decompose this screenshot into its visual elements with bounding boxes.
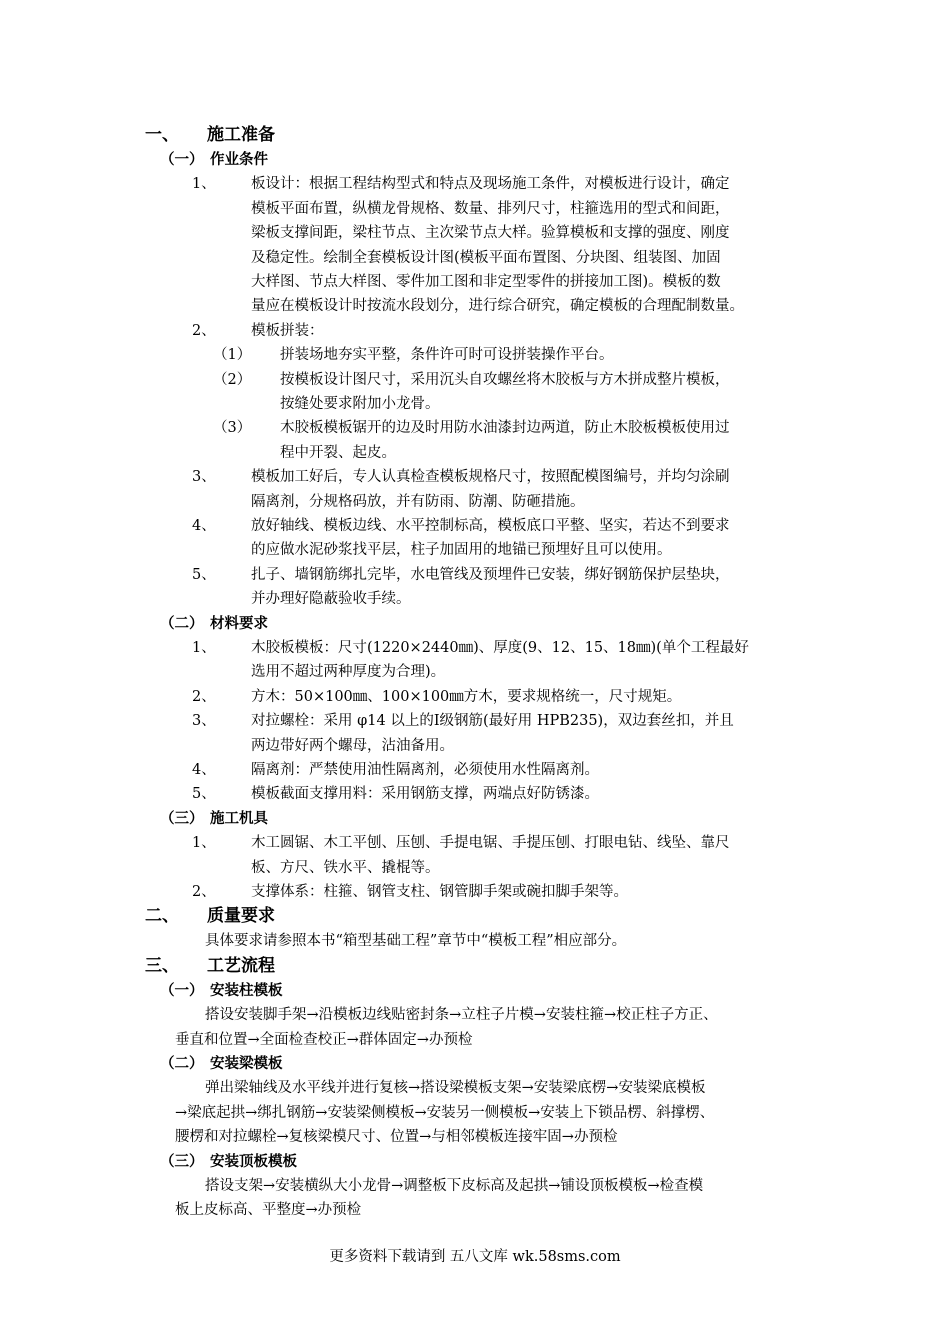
subsection-title: 安装顶板模板 xyxy=(210,1153,297,1170)
item-text-line: 木工圆锯、木工平刨、压刨、手提电锯、手提压刨、打眼电钻、线坠、靠尺 xyxy=(251,835,730,852)
item-text xyxy=(251,758,599,782)
item-text xyxy=(251,319,324,343)
item-text xyxy=(251,514,730,563)
flow-line: 腰楞和对拉螺栓→复核梁模尺寸、位置→与相邻模板连接牢固→办预检 xyxy=(175,1129,618,1146)
item-number: 1、 xyxy=(192,640,216,656)
section-title: 工艺流程 xyxy=(207,955,275,976)
item-text-line: 隔离剂，分规格码放，并有防雨、防潮、防砸措施。 xyxy=(251,493,585,510)
item-number: 5、 xyxy=(192,786,216,803)
flow-line: 垂直和位置→全面检查校正→群体固定→办预检 xyxy=(175,1031,473,1048)
item-text-line: 模板截面支撑用料：采用钢筋支撑，两端点好防锈漆。 xyxy=(251,786,599,803)
item-number: （2） xyxy=(213,371,252,388)
item-text-line: 大样图、节点大样图、零件加工图和非定型零件的拼接加工图)。模板的数 xyxy=(251,273,721,290)
item-text-line: 的应做水泥砂浆找平层，柱子加固用的地锚已预埋好且可以使用。 xyxy=(251,542,672,559)
item-number: （1） xyxy=(213,347,252,364)
section-number: 一、 xyxy=(145,125,179,145)
item-number: 1、 xyxy=(192,176,216,193)
item-text-line: 木胶板模板锯开的边及时用防水油漆封边两道，防止木胶板模板使用过 xyxy=(280,420,730,437)
item-text-line: 及稳定性。绘制全套模板设计图(模板平面布置图、分块图、组装图、加固 xyxy=(251,249,721,266)
item-number: 2、 xyxy=(192,688,216,705)
subsection-heading xyxy=(160,612,268,636)
section-title: 质量要求 xyxy=(207,906,275,927)
item-text xyxy=(251,636,749,685)
subsection-title: 材料要求 xyxy=(210,615,268,632)
flow-line: 板上皮标高、平整度→办预检 xyxy=(175,1202,362,1219)
subsection-title: 施工机具 xyxy=(210,810,268,827)
section-heading xyxy=(145,123,275,147)
item-text-line: 模板平面布置，纵横龙骨规格、数量、排列尺寸，柱箍选用的型式和间距， xyxy=(251,200,730,217)
item-text-line: 模板加工好后，专人认真检查模板规格尺寸，按照配模图编号，并均匀涂刷 xyxy=(251,469,730,486)
flow-line: 弹出梁轴线及水平线并进行复核→搭设梁模板支架→安装梁底楞→安装梁底模板 xyxy=(205,1080,706,1097)
process-flow-text xyxy=(175,1174,825,1223)
section-title: 施工准备 xyxy=(207,125,275,145)
item-number: 4、 xyxy=(192,762,216,778)
item-text-line: 支撑体系：柱箍、钢管支柱、钢管脚手架或碗扣脚手架等。 xyxy=(251,884,628,900)
item-text-line: 程中开裂、起皮。 xyxy=(280,444,396,461)
section-paragraph xyxy=(175,929,825,953)
subsection-title: 作业条件 xyxy=(210,152,268,168)
item-text-line: 量应在模板设计时按流水段划分，进行综合研究，确定模板的合理配制数量。 xyxy=(251,298,744,315)
item-text xyxy=(251,685,681,709)
flow-line: 搭设支架→安装横纵大小龙骨→调整板下皮标高及起拱→铺设顶板模板→检查模 xyxy=(205,1178,704,1194)
subsection-heading xyxy=(160,979,283,1003)
footer-text: 更多资料下载请到 五八文库 wk.58sms.com xyxy=(329,1249,621,1265)
process-flow-text xyxy=(175,1003,825,1052)
paragraph-line: 具体要求请参照本书“箱型基础工程”章节中“模板工程”相应部分。 xyxy=(205,933,627,950)
section-heading xyxy=(145,904,275,928)
subsection-heading xyxy=(160,1150,297,1174)
subsection-heading xyxy=(160,807,268,831)
item-text-line: 选用不超过两种厚度为合理)。 xyxy=(251,664,446,681)
subsection-title: 安装梁模板 xyxy=(210,1056,283,1072)
subsection-title: 安装柱模板 xyxy=(210,982,283,999)
subsection-number: （二） xyxy=(160,1056,204,1072)
subsection-number: （三） xyxy=(160,810,204,827)
section-number: 三、 xyxy=(145,955,179,976)
section-heading xyxy=(145,954,275,978)
item-number: 2、 xyxy=(192,322,216,339)
item-text-line: 扎子、墙钢筋绑扎完毕，水电管线及预埋件已安装，绑好钢筋保护层垫块， xyxy=(251,566,730,583)
item-text xyxy=(251,782,599,806)
process-flow-text xyxy=(175,1076,825,1149)
item-text-line: 对拉螺栓：采用 φ14 以上的Ⅰ级钢筋(最好用 HPB235)，双边套丝扣，并且 xyxy=(251,713,734,730)
item-number: （3） xyxy=(213,420,252,437)
item-text-line: 按模板设计图尺寸，采用沉头自攻螺丝将木胶板与方木拼成整片模板， xyxy=(280,371,730,388)
item-text xyxy=(280,343,614,367)
item-text xyxy=(251,465,730,514)
item-text-line: 梁板支撑间距，梁柱节点、主次梁节点大样。验算模板和支撑的强度、刚度 xyxy=(251,225,730,242)
item-number: 1、 xyxy=(192,835,216,852)
item-text-line: 模板拼装： xyxy=(251,322,324,339)
item-number: 2、 xyxy=(192,884,216,900)
item-text-line: 板、方尺、铁水平、撬棍等。 xyxy=(251,859,440,876)
item-text-line: 板设计：根据工程结构型式和特点及现场施工条件，对模板进行设计，确定 xyxy=(251,176,730,193)
item-number: 5、 xyxy=(192,566,216,583)
flow-line: 搭设安装脚手架→沿模板边线贴密封条→立柱子片模→安装柱箍→校正柱子方正、 xyxy=(205,1007,718,1024)
item-number: 3、 xyxy=(192,469,216,486)
item-text-line: 并办理好隐蔽验收手续。 xyxy=(251,591,411,608)
subsection-heading xyxy=(160,148,268,172)
flow-line: →梁底起拱→绑扎钢筋→安装梁侧模板→安装另一侧模板→安装上下锁品楞、斜撑楞、 xyxy=(175,1104,715,1121)
item-text xyxy=(251,880,628,904)
item-text-line: 拼装场地夯实平整，条件许可时可设拼装操作平台。 xyxy=(280,347,614,364)
subsection-number: （三） xyxy=(160,1153,204,1170)
item-text xyxy=(251,709,734,758)
item-text-line: 方木：50×100㎜、100×100㎜方木，要求规格统一，尺寸规矩。 xyxy=(251,688,682,705)
item-number: 3、 xyxy=(192,713,216,730)
subsection-number: （一） xyxy=(160,152,204,168)
item-text-line: 按缝处要求附加小龙骨。 xyxy=(280,395,440,412)
subsection-number: （二） xyxy=(160,615,204,632)
subsection-number: （一） xyxy=(160,982,204,999)
item-text-line: 隔离剂：严禁使用油性隔离剂，必须使用水性隔离剂。 xyxy=(251,762,599,778)
subsection-heading xyxy=(160,1052,283,1076)
item-text xyxy=(280,368,730,417)
item-text xyxy=(280,416,730,465)
section-number: 二、 xyxy=(145,906,179,927)
item-text xyxy=(251,831,730,880)
item-text-line: 两边带好两个螺母，沾油备用。 xyxy=(251,737,454,754)
item-text-line: 放好轴线、模板边线、水平控制标高，模板底口平整、坚实，若达不到要求 xyxy=(251,518,730,534)
item-text xyxy=(251,172,744,318)
item-number: 4、 xyxy=(192,518,216,534)
item-text-line: 木胶板模板：尺寸(1220×2440㎜)、厚度(9、12、15、18㎜)(单个工程最好 xyxy=(251,640,749,656)
item-text xyxy=(251,563,730,612)
